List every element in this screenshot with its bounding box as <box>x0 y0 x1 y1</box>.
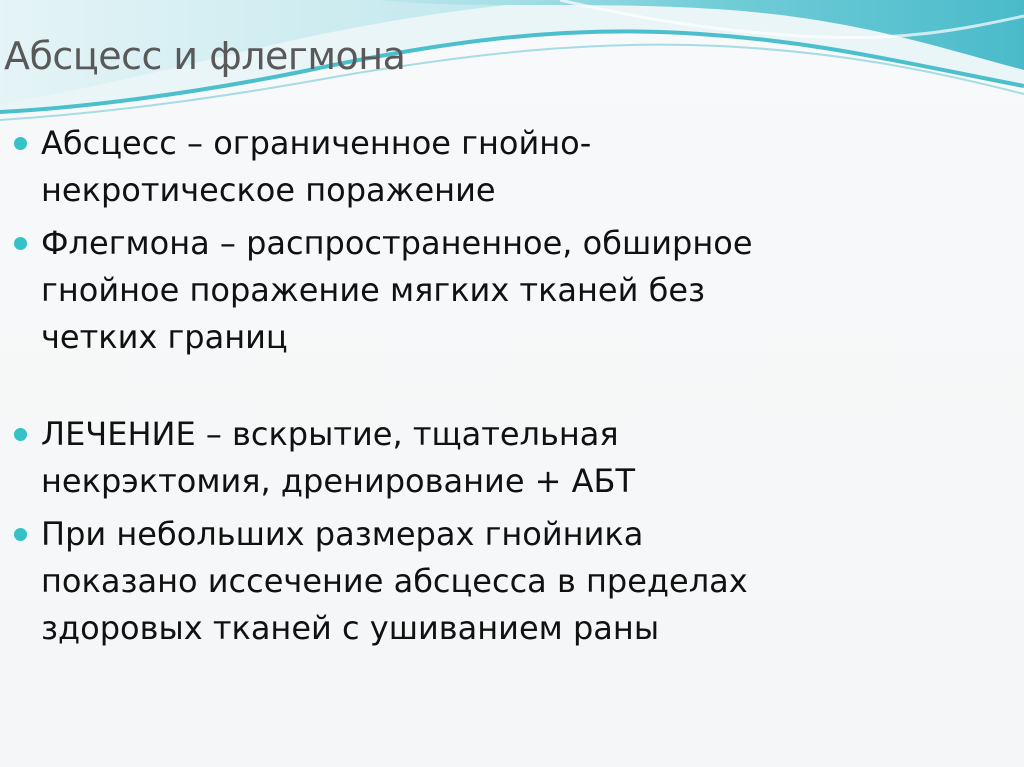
bullet-line: здоровых тканей с ушиванием раны <box>41 609 660 647</box>
bullet-line: Абсцесс – ограниченное гнойно- <box>41 124 592 162</box>
bullet-line: При небольших размерах гнойника <box>41 515 644 553</box>
bullet-dot-icon <box>14 137 27 150</box>
bullet-dot-icon <box>14 428 27 441</box>
bullet-dot-icon <box>14 528 27 541</box>
bullet-line: ЛЕЧЕНИЕ – вскрытие, тщательная <box>41 415 619 453</box>
bullet-item-abscess <box>14 120 994 214</box>
bullet-dot-icon <box>14 237 27 250</box>
bullet-item-excision <box>14 511 994 652</box>
bullet-line: некрэктомия, дренирование + АБТ <box>41 462 636 500</box>
bullet-line: гнойное поражение мягких тканей без <box>41 271 706 309</box>
bullet-list <box>14 120 994 652</box>
bullet-line: Флегмона – распространенное, обширное <box>41 224 753 262</box>
bullet-item-phlegmon <box>14 220 994 361</box>
bullet-line: показано иссечение абсцесса в пределах <box>41 562 748 600</box>
bullet-line: четких границ <box>41 318 288 356</box>
slide-title: Абсцесс и флегмона <box>4 34 406 78</box>
bullet-item-treatment <box>14 411 994 505</box>
bullet-line: некротическое поражение <box>41 171 496 209</box>
